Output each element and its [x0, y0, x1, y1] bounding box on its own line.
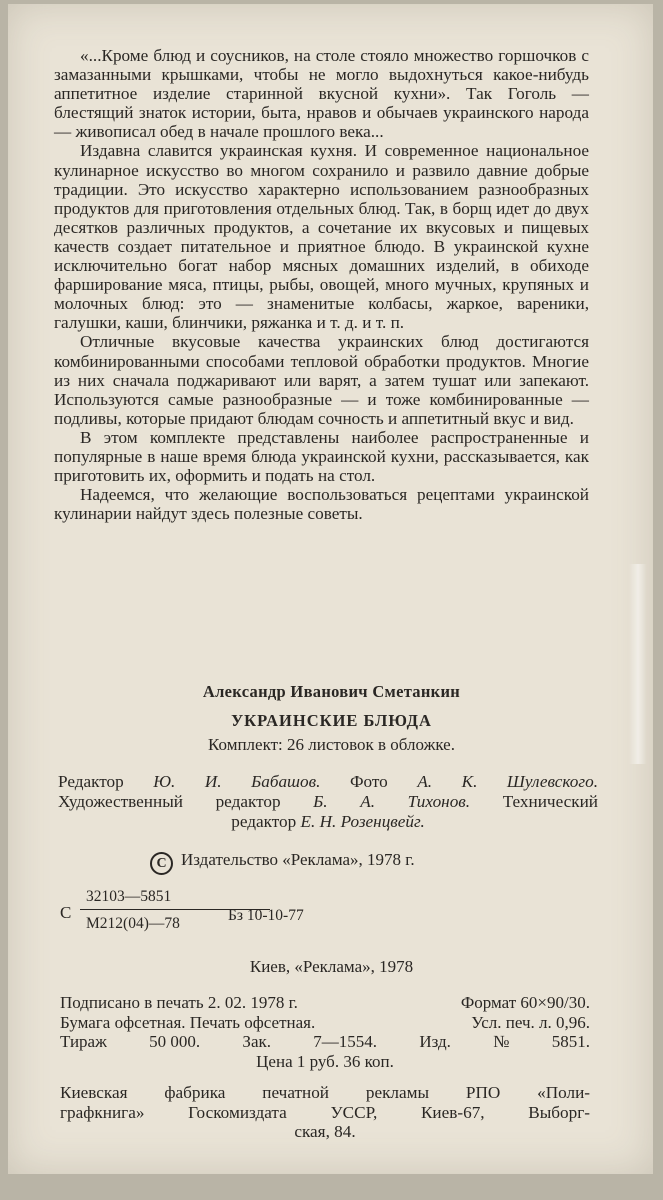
number-sign: № — [493, 1032, 510, 1051]
paragraph-3: Отличные вкусовые качества украинских блюд достигаются комбинированными способами тепловой обработки продуктов. Многие из них сначала поджаривают или варят, а затем тушат или запекают. Используются самые разнообразные — и тоже комбинированные — подливы, которые придают блюдам сочность и аппетитный вкус и вид. — [54, 332, 589, 428]
printing-house — [60, 1083, 590, 1142]
copyright-icon: C — [150, 852, 173, 875]
paragraph-1: «...Кроме блюд и соусников, на столе стояло множество горшочков с замазанными крышками, чтобы не могло выдохнуться какое-нибудь аппетитное изделие старинной вкусной кухни». Так Гоголь — блестящий знаток истории, быта, нравов и обычаев украинского народа — живописал обед в начале прошлого века... — [54, 46, 589, 142]
art-editor-label: Художественный редактор — [58, 792, 281, 811]
order-label: Зак. — [242, 1032, 271, 1051]
price: Цена 1 руб. 36 коп. — [256, 1051, 394, 1071]
credits-line-3 — [58, 812, 598, 832]
paragraph-5: Надеемся, что желающие воспользоваться рецептами украинской кулинарии найдут здесь полезные советы. — [54, 485, 589, 524]
factory-line-3: ская, 84. — [294, 1122, 356, 1141]
credits-line-1 — [58, 772, 598, 792]
index-top: 32103—5851 — [86, 888, 172, 905]
publisher-city: Киев, «Реклама», 1978 — [249, 957, 414, 976]
edition-value: 5851. — [551, 1032, 590, 1051]
order-value: 7—1554. — [313, 1032, 378, 1051]
tech-editor-label-2: редактор — [231, 812, 297, 831]
paper-crease — [629, 564, 647, 764]
credits-line-2 — [58, 792, 598, 812]
book-title: УКРАИНСКИЕ БЛЮДА — [231, 711, 432, 730]
index-bottom: М212(04)—78 — [86, 915, 180, 932]
author-name: Александр Иванович Сметанкин — [202, 682, 461, 701]
paragraph-2: Издавна славится украинская кухня. И современное национальное кулинарное искусство во многом сохранило и развило давние добрые традиции. Это искусство характерно использованием разнообразных продуктов для приготовления отдельных блюд. Так, в борщ идет до двух десятков различных продуктов, а сочетание их вкусовых и пищевых качеств создает питательное и приятное блюдо. В украинской кухне исключительно богат набор мясных домашних изделий, в обиходе фарширование мяса, птицы, рыбы, овощей, много мучных, крупяных и молочных блюд: это — знаменитые колбасы, жаркое, вареники, галушки, каши, блинчики, ряжанка и т. д. и т. п. — [54, 141, 589, 333]
print-info-row — [60, 993, 590, 1013]
factory-line-1: Киевская фабрика печатной рекламы РПО «Поли- — [60, 1083, 590, 1102]
photo-label: Фото — [349, 772, 388, 791]
copyright-line — [150, 850, 415, 875]
print-info-row — [60, 1013, 590, 1033]
art-editor-name: Б. А. Тихонов. — [313, 792, 471, 811]
print-info-row — [60, 1032, 590, 1052]
run-value: 50 000. — [149, 1032, 201, 1051]
credits-block — [58, 772, 598, 832]
tech-editor-label: Технический — [502, 792, 598, 811]
print-sheets: Усл. печ. л. 0,96. — [471, 1012, 590, 1032]
print-info — [60, 993, 590, 1071]
set-description: Комплект: 26 листовок в обложке. — [208, 735, 455, 754]
format: Формат 60×90/30. — [460, 993, 590, 1012]
editor-name: Ю. И. Бабашов. — [153, 772, 321, 791]
factory-line-2: графкнига» Госкомиздата УССР, Киев-67, Выборг- — [60, 1102, 590, 1122]
body-text — [54, 46, 589, 523]
tech-editor-name: Е. Н. Розенцвейг. — [300, 812, 425, 831]
photo-name: А. К. Шулевского. — [417, 772, 598, 791]
run-label: Тираж — [60, 1032, 107, 1051]
paragraph-4: В этом комплекте представлены наиболее распространенные и популярные в наше время блюда украинской кухни, рассказывается, как приготовить их, оформить и подать на стол. — [54, 427, 589, 486]
paper-and-print: Бумага офсетная. Печать офсетная. — [60, 1012, 316, 1032]
editor-label: Редактор — [58, 772, 124, 791]
signed-to-print: Подписано в печать 2. 02. 1978 г. — [60, 993, 298, 1012]
edition-label: Изд. — [419, 1032, 451, 1051]
index-bz: Бз 10-10-77 — [228, 907, 304, 924]
index-letter: С — [60, 903, 72, 922]
copyright-text: Издательство «Реклама», 1978 г. — [181, 850, 415, 869]
